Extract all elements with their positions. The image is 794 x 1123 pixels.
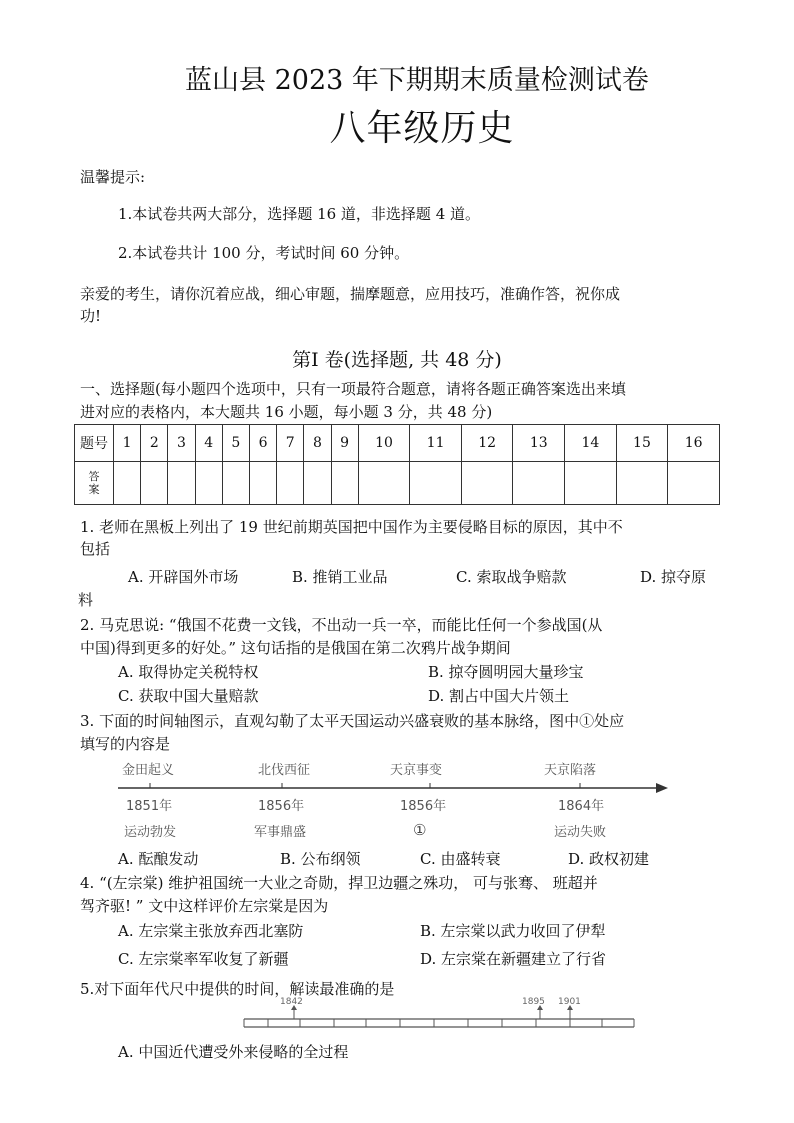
q3-timeline xyxy=(110,752,680,844)
question-number-cell: 13 xyxy=(513,425,565,462)
question-number-cell: 9 xyxy=(331,425,358,462)
q2-option-d[interactable]: D. 割占中国大片领土 xyxy=(428,687,570,705)
answer-cell[interactable] xyxy=(358,462,410,505)
question-number-cell: 16 xyxy=(668,425,720,462)
q2-option-b[interactable]: B. 掠夺圆明园大量珍宝 xyxy=(428,663,584,681)
q3-stem: 填写的内容是 xyxy=(80,735,171,753)
answer-cell[interactable] xyxy=(277,462,304,505)
section-title: 第Ⅰ 卷(选择题, 共 48 分) xyxy=(292,349,502,371)
section-instruction: 进对应的表格内，本大题共 16 小题，每小题 3 分，共 48 分) xyxy=(80,403,493,421)
answer-cell[interactable] xyxy=(461,462,513,505)
greeting-line: 亲爱的考生，请你沉着应战，细心审题，揣摩题意，应用技巧，准确作答，祝你成 xyxy=(80,285,621,303)
answer-cell[interactable] xyxy=(668,462,720,505)
q2-stem: 2. 马克思说: “俄国不花费一文钱，不出动一兵一卒，而能比任何一个参战国(从 xyxy=(80,616,603,634)
q1-option-d[interactable]: D. 掠夺原 xyxy=(640,568,707,586)
answer-table-answer-row xyxy=(75,462,720,505)
timeline-phase: 运动勃发 xyxy=(124,825,177,840)
tip-item: 2.本试卷共计 100 分，考试时间 60 分钟。 xyxy=(118,244,410,262)
q3-option-b[interactable]: B. 公布纲领 xyxy=(280,850,361,868)
tips-heading: 温馨提示: xyxy=(80,168,146,186)
q3-option-d[interactable]: D. 政权初建 xyxy=(568,850,650,868)
timeline-arrow-icon xyxy=(656,783,668,793)
greeting-line: 功! xyxy=(80,307,102,325)
q4-option-b[interactable]: B. 左宗棠以武力收回了伊犁 xyxy=(420,922,606,940)
answer-table xyxy=(74,424,720,505)
answer-cell[interactable] xyxy=(513,462,565,505)
timeline-phase-blank: ① xyxy=(413,821,427,839)
q1-option-b[interactable]: B. 推销工业品 xyxy=(292,568,388,586)
timeline-year: 1856年 xyxy=(258,799,305,814)
q1-option-c[interactable]: C. 索取战争赔款 xyxy=(456,568,567,586)
ruler-ticks xyxy=(244,1019,634,1027)
answer-label-text: 答案 xyxy=(88,470,100,496)
q5-stem: 5.对下面年代尺中提供的时间，解读最准确的是 xyxy=(80,980,395,998)
question-number-cell: 1 xyxy=(114,425,141,462)
answer-cell[interactable] xyxy=(222,462,249,505)
q4-stem: 4. “(左宗棠) 维护祖国统一大业之奇勋，捍卫边疆之殊功， 可与张骞、 班超并 xyxy=(80,874,598,892)
answer-label xyxy=(75,462,114,505)
q4-stem: 驾齐驱! ” 文中这样评价左宗棠是因为 xyxy=(80,897,329,915)
question-number-label: 题号 xyxy=(75,425,114,462)
answer-table-header-row xyxy=(75,425,720,462)
timeline-event: 金田起义 xyxy=(122,763,175,778)
q1-option-a[interactable]: A. 开辟国外市场 xyxy=(128,568,239,586)
q1-option-d-continued: 料 xyxy=(78,591,94,609)
answer-cell[interactable] xyxy=(168,462,195,505)
question-number-cell: 6 xyxy=(249,425,276,462)
timeline-event: 天京事变 xyxy=(390,763,443,778)
answer-cell[interactable] xyxy=(249,462,276,505)
q1-stem: 1. 老师在黑板上列出了 19 世纪前期英国把中国作为主要侵略目标的原因，其中不 xyxy=(80,518,623,536)
question-number-cell: 2 xyxy=(141,425,168,462)
q4-option-a[interactable]: A. 左宗棠主张放弃西北塞防 xyxy=(118,922,304,940)
section-instruction: 一、选择题(每小题四个选项中，只有一项最符合题意，请将各题正确答案选出来填 xyxy=(80,380,626,398)
timeline-phase: 运动失败 xyxy=(554,825,607,840)
q2-option-c[interactable]: C. 获取中国大量赔款 xyxy=(118,687,259,705)
q5-year-ruler xyxy=(240,995,640,1033)
tip-item: 1.本试卷共两大部分，选择题 16 道，非选择题 4 道。 xyxy=(118,205,481,223)
question-number-cell: 5 xyxy=(222,425,249,462)
answer-cell[interactable] xyxy=(141,462,168,505)
q4-option-d[interactable]: D. 左宗棠在新疆建立了行省 xyxy=(420,950,607,968)
q2-stem: 中国)得到更多的好处。” 这句话指的是俄国在第二次鸦片战争期间 xyxy=(80,639,511,657)
question-number-cell: 8 xyxy=(304,425,331,462)
exam-title: 蓝山县 2023 年下期期末质量检测试卷 xyxy=(185,65,649,96)
timeline-event: 天京陷落 xyxy=(544,763,597,778)
exam-subject: 八年级历史 xyxy=(329,108,515,149)
q5-option-a[interactable]: A. 中国近代遭受外来侵略的全过程 xyxy=(118,1043,349,1061)
answer-cell[interactable] xyxy=(410,462,462,505)
q3-option-c[interactable]: C. 由盛转衰 xyxy=(420,850,501,868)
q1-stem: 包括 xyxy=(80,540,111,558)
answer-cell[interactable] xyxy=(616,462,668,505)
ruler-label: 1895 xyxy=(522,997,545,1007)
answer-cell[interactable] xyxy=(331,462,358,505)
answer-cell[interactable] xyxy=(195,462,222,505)
ruler-label: 1842 xyxy=(280,997,303,1007)
question-number-cell: 10 xyxy=(358,425,410,462)
timeline-phase: 军事鼎盛 xyxy=(254,825,307,840)
question-number-cell: 14 xyxy=(565,425,617,462)
q3-option-a[interactable]: A. 酝酿发动 xyxy=(118,850,199,868)
q4-option-c[interactable]: C. 左宗棠率军收复了新疆 xyxy=(118,950,289,968)
answer-cell[interactable] xyxy=(114,462,141,505)
answer-cell[interactable] xyxy=(565,462,617,505)
question-number-cell: 15 xyxy=(616,425,668,462)
question-number-cell: 4 xyxy=(195,425,222,462)
timeline-year: 1856年 xyxy=(400,799,447,814)
question-number-cell: 11 xyxy=(410,425,462,462)
timeline-event: 北伐西征 xyxy=(258,763,311,778)
timeline-year: 1864年 xyxy=(558,799,605,814)
answer-cell[interactable] xyxy=(304,462,331,505)
q2-option-a[interactable]: A. 取得协定关税特权 xyxy=(118,663,259,681)
q3-stem: 3. 下面的时间轴图示，直观勾勒了太平天国运动兴盛衰败的基本脉络，图中①处应 xyxy=(80,712,625,730)
ruler-label: 1901 xyxy=(558,997,581,1007)
timeline-year: 1851年 xyxy=(126,799,173,814)
question-number-cell: 12 xyxy=(461,425,513,462)
question-number-cell: 7 xyxy=(277,425,304,462)
question-number-cell: 3 xyxy=(168,425,195,462)
